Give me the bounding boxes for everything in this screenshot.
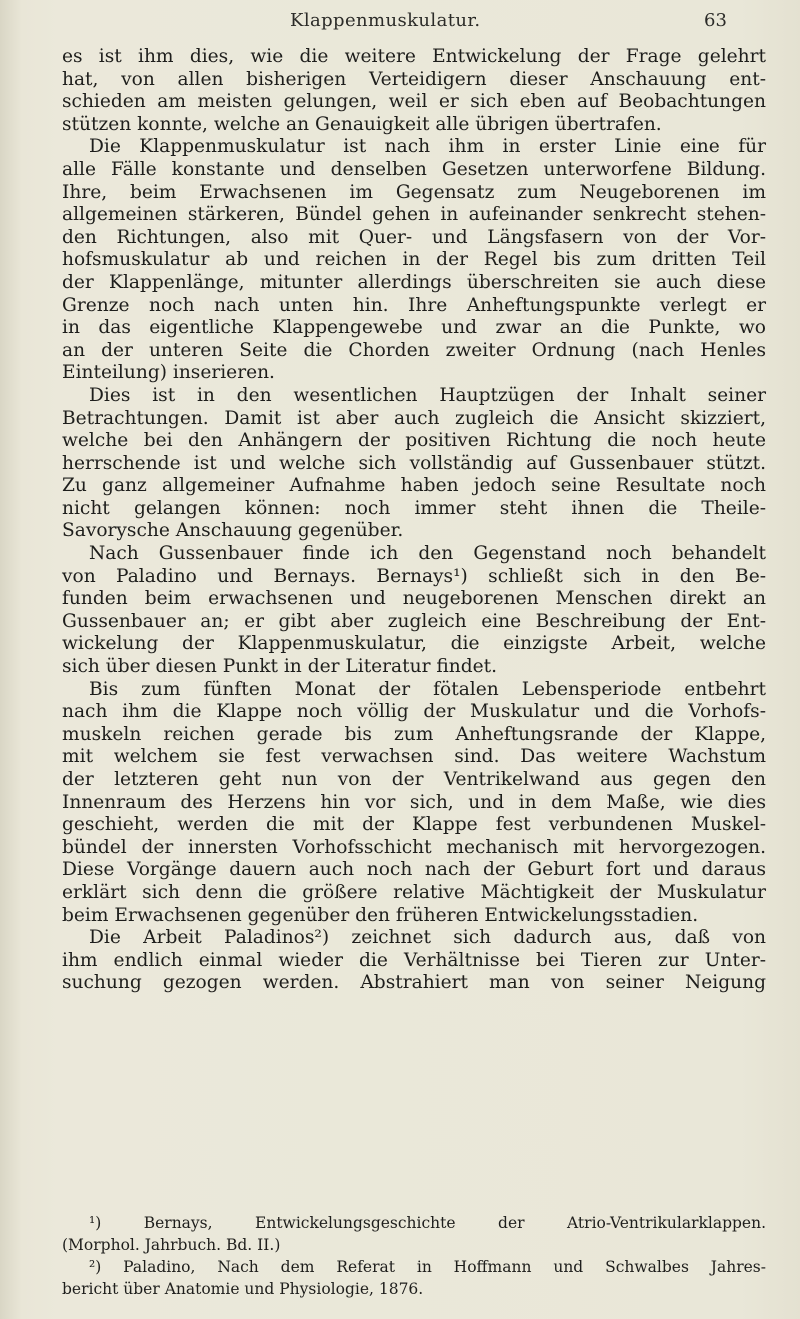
text-line: den Richtungen, also mit Quer- und Längsfasern von der Vor- (62, 226, 766, 248)
text-line: in das eigentliche Klappengewebe und zwar an die Punkte, wo (62, 317, 766, 339)
footnote-line: bericht über Anatomie und Physiologie, 1876. (62, 1280, 424, 1298)
footnote-line: (Morphol. Jahrbuch. Bd. II.) (62, 1236, 281, 1254)
text-line: hat, von allen bisherigen Verteidigern dieser Anschauung ent- (62, 68, 766, 90)
text-line: muskeln reichen gerade bis zum Anheftungsrande der Klappe, (62, 723, 766, 745)
text-line: Bis zum fünften Monat der fötalen Lebensperiode entbehrt (89, 678, 766, 700)
text-line: hofsmuskulatur ab und reichen in der Regel bis zum dritten Teil (62, 249, 766, 271)
text-line: Dies ist in den wesentlichen Hauptzügen der Inhalt seiner (89, 384, 766, 406)
page-number: 63 (704, 10, 727, 31)
text-line: mit welchem sie fest verwachsen sind. Das weitere Wachstum (62, 746, 766, 768)
text-line: der Klappenlänge, mitunter allerdings überschreiten sie auch diese (62, 271, 766, 293)
text-line: Diese Vorgänge dauern auch noch nach der Geburt fort und daraus (62, 859, 766, 881)
text-line: funden beim erwachsenen und neugeborenen Menschen direkt an (62, 588, 766, 610)
text-line: von Paladino und Bernays. Bernays¹) schließt sich in den Be- (62, 565, 766, 587)
text-line: an der unteren Seite die Chorden zweiter Ordnung (nach Henles (62, 339, 766, 361)
text-line: wickelung der Klappenmuskulatur, die einzigste Arbeit, welche (62, 633, 766, 655)
text-line: schieden am meisten gelungen, weil er sich eben auf Beobachtungen (62, 91, 766, 113)
text-line: nicht gelangen können: noch immer steht ihnen die Theile- (62, 497, 766, 519)
text-line: stützen konnte, welche an Genauigkeit alle übrigen übertrafen. (62, 113, 662, 135)
text-line: suchung gezogen werden. Abstrahiert man von seiner Neigung (62, 972, 766, 994)
text-line: Die Klappenmuskulatur ist nach ihm in erster Linie eine für (89, 136, 766, 158)
text-line: ihm endlich einmal wieder die Verhältnisse bei Tieren zur Unter- (62, 949, 766, 971)
text-line: Gussenbauer an; er gibt aber zugleich eine Beschreibung der Ent- (62, 610, 766, 632)
footnote-line: ¹) Bernays, Entwickelungsgeschichte der Atrio-Ventrikularklappen. (89, 1214, 766, 1232)
text-line: nach ihm die Klappe noch völlig der Muskulatur und die Vorhofs- (62, 701, 766, 723)
text-line: Einteilung) inserieren. (62, 362, 275, 384)
text-line: Nach Gussenbauer finde ich den Gegenstand noch behandelt (89, 543, 766, 565)
text-line: herrschende ist und welche sich vollständig auf Gussenbauer stützt. (62, 452, 766, 474)
text-line: beim Erwachsenen gegenüber den früheren Entwickelungsstadien. (62, 904, 699, 926)
text-line: erklärt sich denn die größere relative Mächtigkeit der Muskulatur (62, 881, 766, 903)
text-line: bündel der innersten Vorhofsschicht mechanisch mit hervorgezogen. (62, 836, 766, 858)
footnotes (62, 1212, 766, 1300)
text-line: alle Fälle konstante und denselben Gesetzen unterworfene Bildung. (62, 158, 766, 180)
body-text (62, 46, 766, 995)
running-head (0, 10, 800, 36)
text-line: Betrachtungen. Damit ist aber auch zugleich die Ansicht skizziert, (62, 407, 766, 429)
text-line: sich über diesen Punkt in der Literatur findet. (62, 656, 498, 678)
text-line: Grenze noch nach unten hin. Ihre Anheftungspunkte verlegt er (62, 294, 766, 316)
text-line: allgemeinen stärkeren, Bündel gehen in aufeinander senkrecht stehen- (62, 204, 766, 226)
text-line: es ist ihm dies, wie die weitere Entwickelung der Frage gelehrt (62, 46, 766, 67)
running-head-title: Klappenmuskulatur. (290, 10, 481, 31)
text-line: Ihre, beim Erwachsenen im Gegensatz zum Neugeborenen im (62, 181, 766, 203)
text-line: der letzteren geht nun von der Ventrikelwand aus gegen den (62, 769, 766, 790)
text-line: Zu ganz allgemeiner Aufnahme haben jedoch seine Resultate noch (62, 475, 766, 497)
text-line: geschieht, werden die mit der Klappe fest verbundenen Muskel- (62, 814, 766, 836)
text-line: Innenraum des Herzens hin vor sich, und in dem Maße, wie dies (62, 791, 766, 813)
text-line: welche bei den Anhängern der positiven Richtung die noch heute (62, 430, 766, 452)
text-line: Savorysche Anschauung gegenüber. (62, 520, 404, 542)
text-line: Die Arbeit Paladinos²) zeichnet sich dadurch aus, daß von (89, 927, 766, 949)
footnote-line: ²) Paladino, Nach dem Referat in Hoffmann und Schwalbes Jahres- (89, 1258, 766, 1276)
